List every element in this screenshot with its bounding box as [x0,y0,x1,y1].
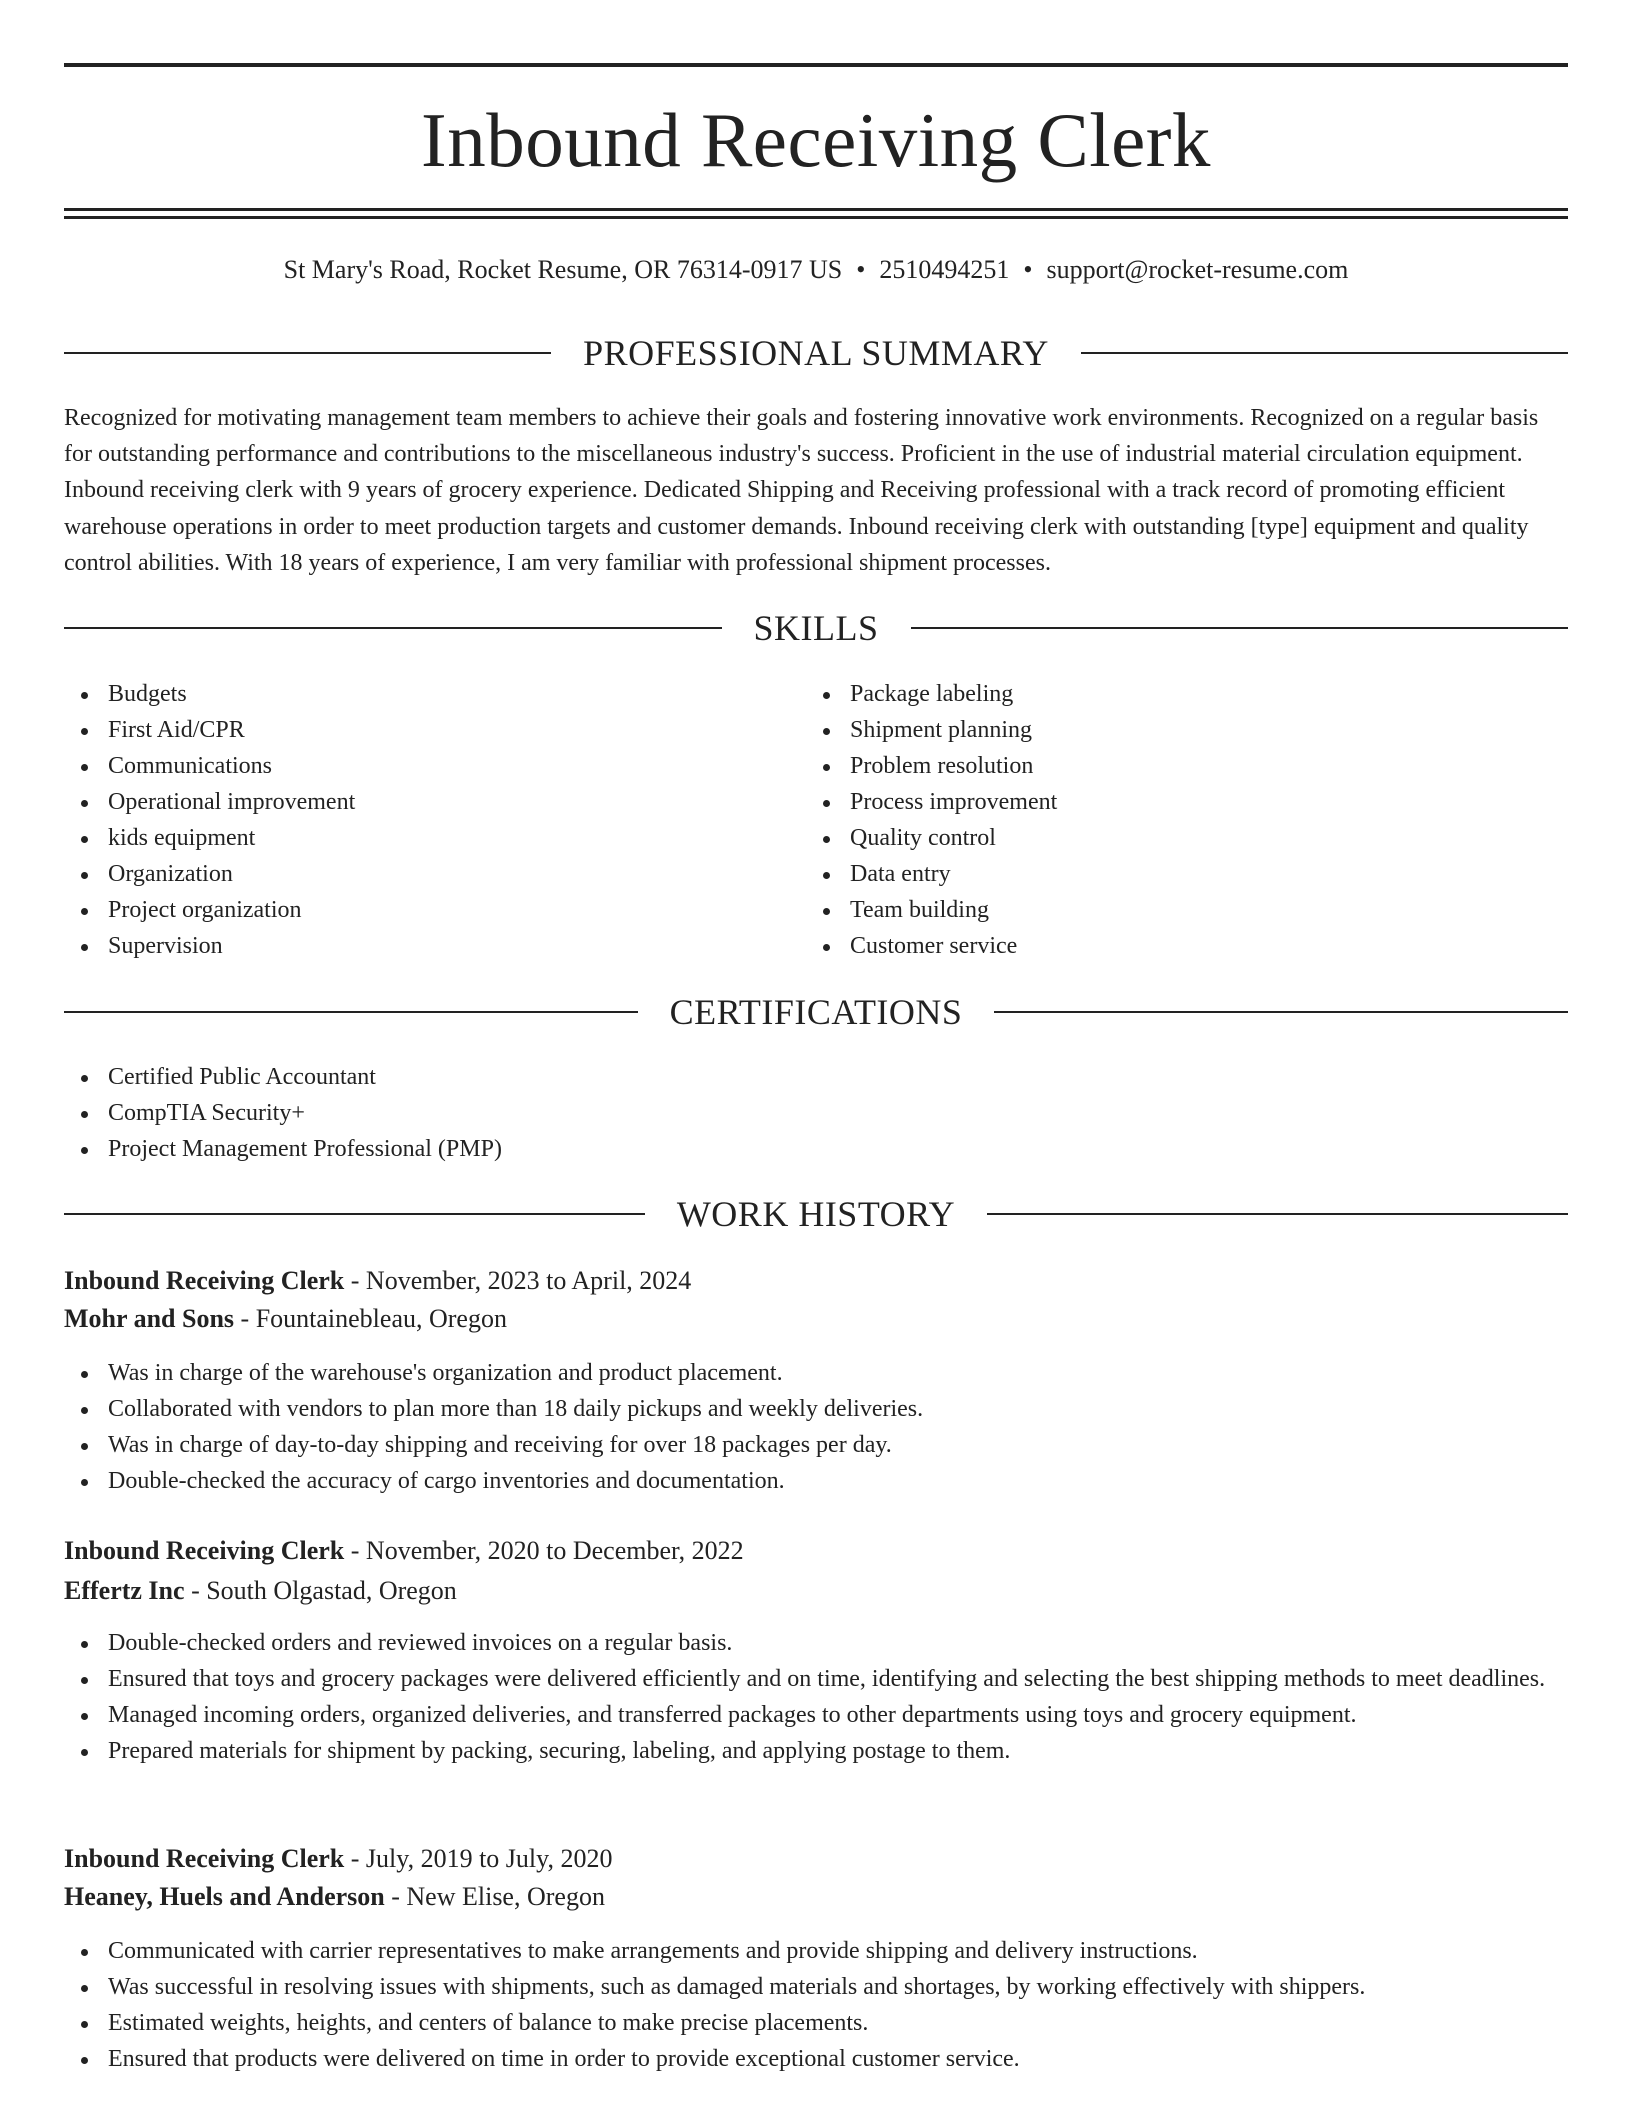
job-bullet: Ensured that toys and grocery packages were delivered efficiently and on time, identifying and selecting the best shipping methods to meet deadlines. [64,1661,1568,1697]
certification-item: Certified Public Accountant [64,1059,1568,1095]
job-location: - New Elise, Oregon [384,1882,605,1911]
skills-list-right [806,676,1546,964]
job-role: Inbound Receiving Clerk [64,1536,345,1565]
heading-rule-right [994,1011,1568,1013]
job-company: Mohr and Sons [64,1304,235,1333]
heading-rule-left [64,1011,638,1013]
skill-item: Team building [806,892,1546,928]
skills-list-left [64,676,804,964]
job-bullet: Double-checked the accuracy of cargo inventories and documentation. [64,1463,1568,1499]
job-bullet: Was in charge of the warehouse's organization and product placement. [64,1355,1568,1391]
job-bullet: Was successful in resolving issues with shipments, such as damaged materials and shortages, by working effectively with shippers. [64,1969,1568,2005]
skill-item: Package labeling [806,676,1546,712]
skills-heading [64,606,1568,650]
heading-rule-left [64,1213,645,1215]
job-title-line [64,1840,1568,1878]
job-company-line [64,1878,1568,1916]
contact-line [64,253,1568,287]
job-company-line [64,1300,1568,1338]
heading-rule-left [64,627,722,629]
skill-item: Budgets [64,676,804,712]
skill-item: Customer service [806,928,1546,964]
job-bullet: Collaborated with vendors to plan more than 18 daily pickups and weekly deliveries. [64,1391,1568,1427]
skill-item: Problem resolution [806,748,1546,784]
work-history-heading [64,1192,1568,1236]
heading-rule-right [911,627,1569,629]
job-bullets [64,1625,1568,1769]
header-double-rule-upper [64,208,1568,211]
job-bullet: Managed incoming orders, organized deliveries, and transferred packages to other departments using toys and grocery equipment. [64,1697,1568,1733]
certification-item: CompTIA Security+ [64,1095,1568,1131]
skill-item: Project organization [64,892,804,928]
contact-separator: • [1023,255,1033,284]
skill-item: Organization [64,856,804,892]
job-bullet: Double-checked orders and reviewed invoices on a regular basis. [64,1625,1568,1661]
certification-item: Project Management Professional (PMP) [64,1131,1568,1167]
job-company: Heaney, Huels and Anderson [64,1882,385,1911]
heading-rule-right [1081,352,1568,354]
job-bullet: Ensured that products were delivered on time in order to provide exceptional customer service. [64,2041,1568,2077]
contact-phone[interactable]: 2510494251 [879,255,1010,284]
certifications-heading-label: CERTIFICATIONS [669,992,963,1032]
job-bullets [64,1355,1568,1499]
heading-rule-left [64,352,551,354]
contact-address: St Mary's Road, Rocket Resume, OR 76314-0917 US [283,255,843,284]
job-bullets [64,1933,1568,2077]
job-location: - South Olgastad, Oregon [184,1576,457,1605]
certifications-list [64,1059,1568,1167]
skill-item: Communications [64,748,804,784]
job-bullet: Prepared materials for shipment by packing, securing, labeling, and applying postage to them. [64,1733,1568,1769]
job-company-line [64,1572,1568,1610]
job-title-line [64,1262,1568,1300]
skill-item: kids equipment [64,820,804,856]
contact-email[interactable]: support@rocket-resume.com [1046,255,1349,284]
job-dates: - November, 2023 to April, 2024 [344,1266,692,1295]
skill-item: Process improvement [806,784,1546,820]
job-company: Effertz Inc [64,1576,185,1605]
summary-heading-label: PROFESSIONAL SUMMARY [583,333,1049,373]
header-double-rule-lower [64,216,1568,219]
job-role: Inbound Receiving Clerk [64,1844,345,1873]
skill-item: Shipment planning [806,712,1546,748]
job-bullet: Estimated weights, heights, and centers of balance to make precise placements. [64,2005,1568,2041]
header-top-rule [64,63,1568,67]
skill-item: Data entry [806,856,1546,892]
skill-item: Operational improvement [64,784,804,820]
skills-heading-label: SKILLS [753,608,879,648]
job-dates: - July, 2019 to July, 2020 [344,1844,613,1873]
skill-item: First Aid/CPR [64,712,804,748]
job-dates: - November, 2020 to December, 2022 [344,1536,744,1565]
job-title-line [64,1532,1568,1570]
job-bullet: Was in charge of day-to-day shipping and receiving for over 18 packages per day. [64,1427,1568,1463]
job-location: - Fountainebleau, Oregon [234,1304,507,1333]
summary-heading [64,331,1568,375]
work-history-heading-label: WORK HISTORY [676,1194,956,1234]
job-bullet: Communicated with carrier representatives to make arrangements and provide shipping and delivery instructions. [64,1933,1568,1969]
job-role: Inbound Receiving Clerk [64,1266,345,1295]
contact-separator: • [856,255,866,284]
heading-rule-right [987,1213,1568,1215]
certifications-heading [64,990,1568,1034]
skill-item: Supervision [64,928,804,964]
summary-text: Recognized for motivating management team members to achieve their goals and fostering innovative work environments. Recognized on a regular basis for outstanding performance and contributions to the miscellaneous industry's success. Proficient in the use of industrial material circulation equipment. Inbound receiving clerk with 9 years of grocery experience. Dedicated Shipping and Receiving professional with a track record of promoting efficient warehouse operations in order to meet production targets and customer demands. Inbound receiving clerk with outstanding [type] equipment and quality control abilities. With 18 years of experience, I am very familiar with professional shipment processes. [64,405,1539,576]
skill-item: Quality control [806,820,1546,856]
resume-title: Inbound Receiving Clerk [421,97,1211,183]
